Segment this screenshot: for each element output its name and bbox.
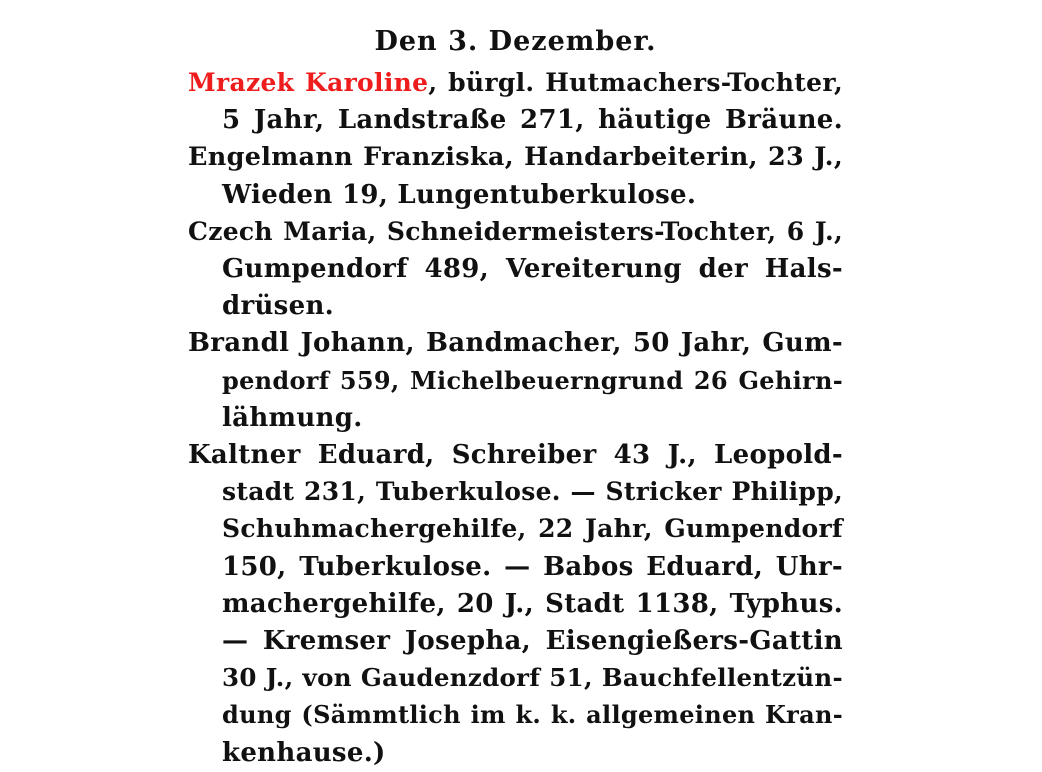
text-line	[188, 68, 843, 97]
text-line	[188, 142, 843, 172]
line-text: machergehilfe, 20 J., Stadt 1138, Typhus.	[222, 588, 843, 619]
line-text: Czech Maria, Schneidermeisters-Tochter, 6 J.,	[188, 216, 843, 246]
text-line	[188, 217, 843, 246]
text-line	[222, 738, 843, 768]
line-text: 150, Tuberkulose. — Babos Eduard, Uhr-	[222, 551, 843, 582]
text-line	[222, 663, 843, 692]
text-line	[222, 477, 843, 506]
line-text: pendorf 559, Michelbeuerngrund 26 Gehirn-	[222, 365, 843, 395]
text-line	[222, 626, 843, 656]
text-line	[188, 440, 843, 470]
line-text: stadt 231, Tuberkulose. — Stricker Philipp,	[222, 477, 843, 507]
text-line	[188, 328, 843, 358]
line-text: 30 J., von Gaudenzdorf 51, Bauchfellentzün-	[222, 663, 843, 693]
text-line	[222, 366, 843, 395]
line-text: lähmung.	[222, 402, 363, 433]
highlighted-name: Mrazek Karoline	[188, 68, 429, 97]
text-line	[222, 514, 843, 543]
date-heading: Den 3. Dezember.	[374, 26, 657, 57]
line-text: — Kremser Josepha, Eisengießers-Gattin	[222, 626, 843, 656]
text-line	[222, 589, 843, 619]
line-text: Wieden 19, Lungentuberkulose.	[222, 179, 697, 210]
text-line	[222, 254, 843, 284]
line-text: Schuhmachergehilfe, 22 Jahr, Gumpendorf	[222, 514, 843, 544]
line-text: Engelmann Franziska, Handarbeiterin, 23 J.,	[188, 142, 843, 173]
text-line	[222, 700, 843, 729]
text-line	[222, 291, 843, 321]
line-text: Gumpendorf 489, Vereiterung der Hals-	[222, 254, 843, 284]
line-text: kenhause.)	[222, 737, 386, 768]
line-text: drüsen.	[222, 291, 335, 322]
line-text: 5 Jahr, Landstraße 271, häutige Bräune.	[222, 105, 843, 136]
text-line	[222, 105, 843, 135]
text-line	[222, 403, 843, 433]
text-line	[222, 180, 843, 210]
line-text: Kaltner Eduard, Schreiber 43 J., Leopold-	[188, 440, 843, 470]
line-text: , bürgl. Hutmachers-Tochter,	[428, 68, 843, 97]
line-text: Brandl Johann, Bandmacher, 50 Jahr, Gum-	[188, 328, 843, 359]
line-text: dung (Sämmtlich im k. k. allgemeinen Kran-	[222, 700, 843, 730]
text-line	[222, 552, 843, 582]
